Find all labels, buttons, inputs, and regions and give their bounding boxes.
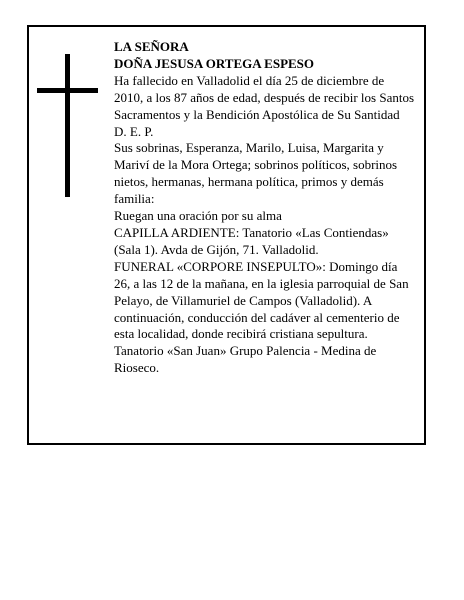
funeral-home: Tanatorio «San Juan» Grupo Palencia - Medina de Rioseco. bbox=[114, 343, 377, 376]
family-list: Sus sobrinas, Esperanza, Marilo, Luisa, Margarita y Mariví de la Mora Ortega; sobrinos políticos, sobrinos nietos, hermanas, hermana política, primos y demás familia: bbox=[114, 140, 398, 207]
obituary-text bbox=[114, 39, 416, 377]
chapel-info: CAPILLA ARDIENTE: Tanatorio «Las Contiendas» (Sala 1). Avda de Gijón, 71. Valladolid. bbox=[114, 224, 389, 257]
funeral-info: FUNERAL «CORPORE INSEPULTO»: Domingo día 26, a las 12 de la mañana, en la iglesia parroquial de San Pelayo, de Villamuriel de Campos (Valladolid). A continuación, conducción del cadáver al cementerio de esta localidad, donde recibirá cristiana sepultura. bbox=[114, 258, 409, 342]
prayer-request: Ruegan una oración por su alma bbox=[114, 208, 282, 224]
rip-line: D. E. P. bbox=[114, 123, 154, 139]
cross-horizontal-bar bbox=[37, 88, 98, 93]
obituary-title: LA SEÑORA bbox=[114, 39, 189, 54]
cross-vertical-bar bbox=[65, 54, 70, 197]
death-notice: Ha fallecido en Valladolid el día 25 de diciembre de 2010, a los 87 años de edad, después de recibir los Santos Sacramentos y la Bendición Apostólica de Su Santidad bbox=[114, 72, 415, 122]
cross-icon bbox=[37, 54, 98, 197]
deceased-name: DOÑA JESUSA ORTEGA ESPESO bbox=[114, 55, 315, 71]
